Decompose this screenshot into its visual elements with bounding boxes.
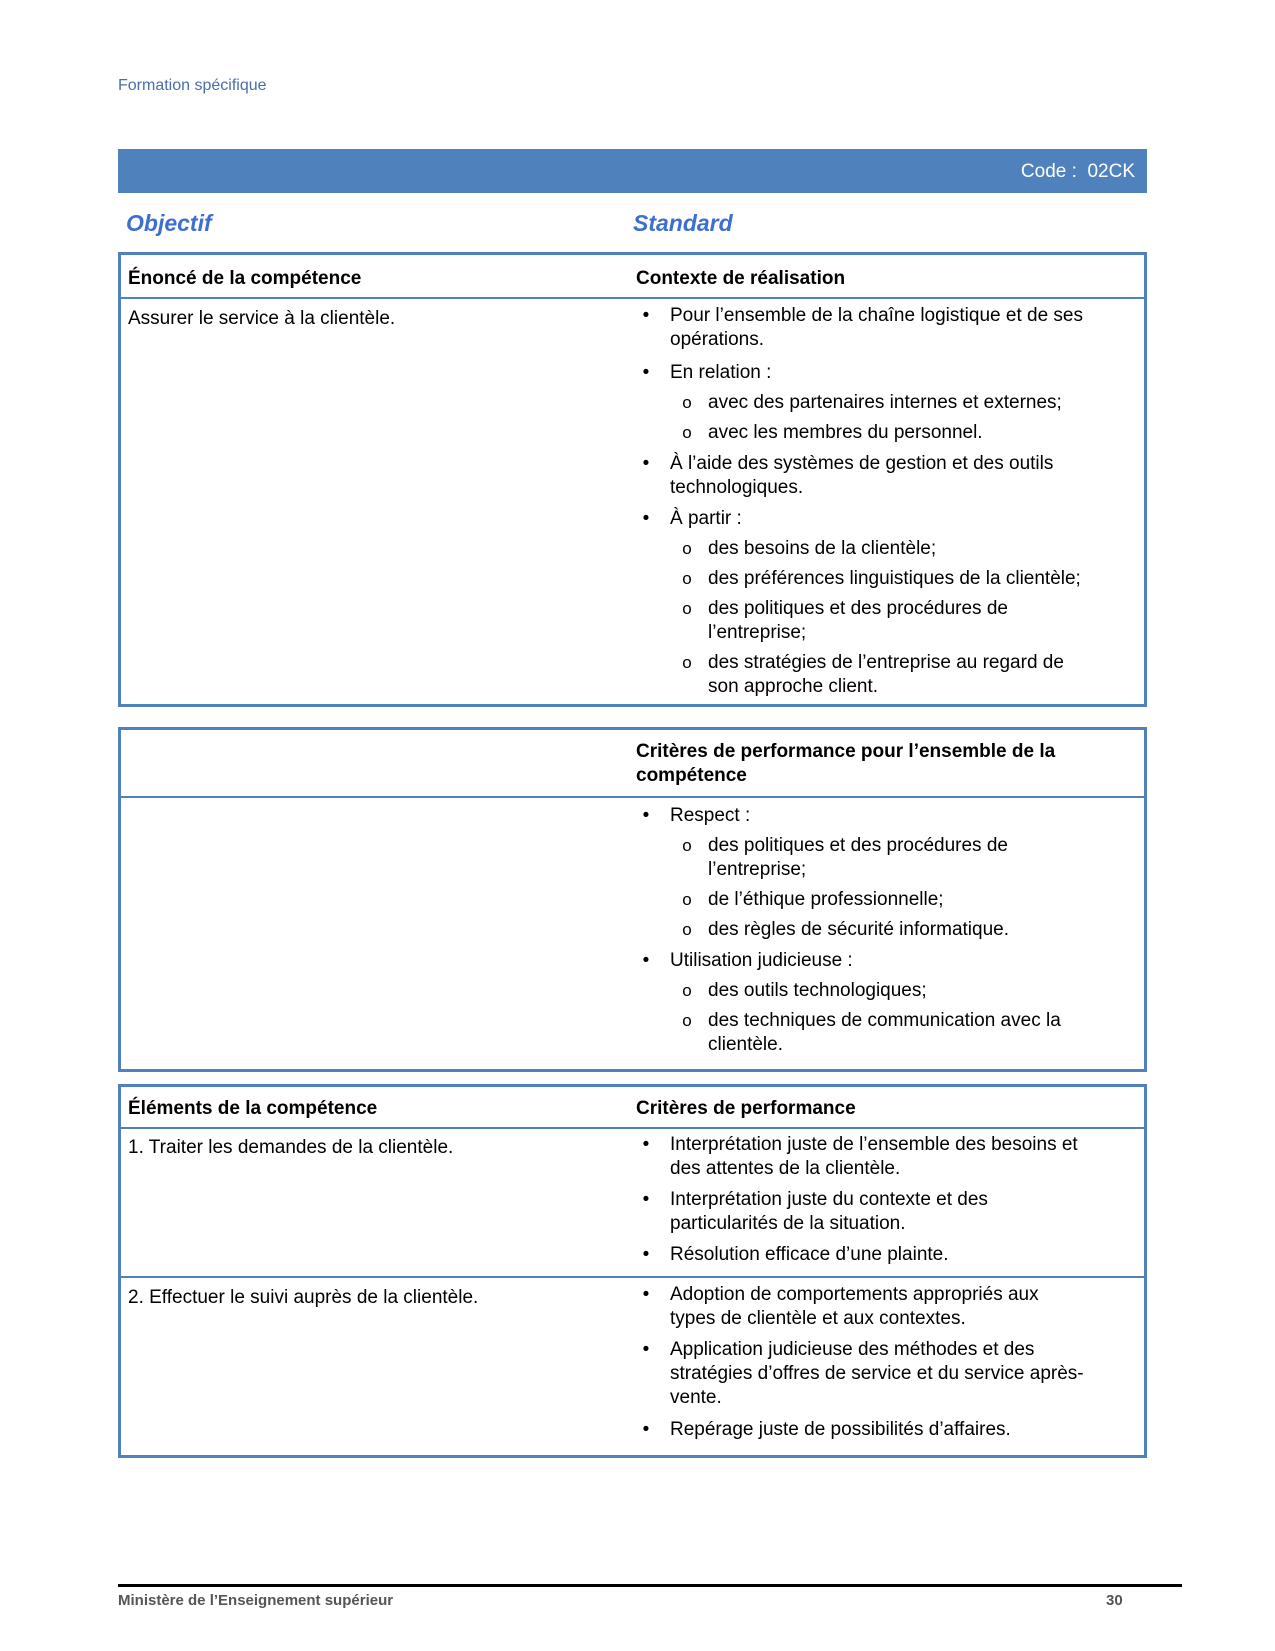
- list-item: o des besoins de la clientèle;: [680, 537, 936, 561]
- bullet-icon: •: [642, 805, 650, 826]
- table-divider: [120, 796, 1145, 798]
- bullet-icon: •: [642, 1339, 650, 1360]
- objective-heading: Objectif: [126, 210, 212, 236]
- list-item: • À l’aide des systèmes de gestion et des outils technologiques.: [636, 452, 1053, 500]
- bullet-icon: •: [642, 1284, 650, 1305]
- circle-bullet-icon: o: [682, 423, 692, 442]
- list-item: • À partir :: [636, 507, 742, 531]
- context-header: Contexte de réalisation: [636, 268, 846, 289]
- list-item: • Utilisation judicieuse :: [636, 949, 853, 973]
- page-number: 30: [1106, 1592, 1123, 1609]
- bullet-icon: •: [642, 453, 650, 474]
- table-divider: [120, 1127, 1145, 1129]
- list-item: • Application judicieuse des méthodes et des stratégies d’offres de service et du service après- vente.: [636, 1338, 1126, 1410]
- list-item: • Pour l’ensemble de la chaîne logistique et de ses opérations.: [636, 304, 1116, 352]
- element-1: 1. Traiter les demandes de la clientèle.: [128, 1137, 454, 1158]
- circle-bullet-icon: o: [682, 569, 692, 588]
- global-criteria-header: Critères de performance pour l’ensemble de la compétence: [636, 741, 1056, 786]
- circle-bullet-icon: o: [682, 599, 692, 618]
- element-2: 2. Effectuer le suivi auprès de la clientèle.: [128, 1287, 479, 1308]
- list-item: • Interprétation juste du contexte et des particularités de la situation.: [636, 1188, 988, 1236]
- list-item: • Respect :: [636, 804, 750, 828]
- list-item: • Résolution efficace d’une plainte.: [636, 1243, 949, 1267]
- table-divider: [120, 297, 1145, 299]
- circle-bullet-icon: o: [682, 890, 692, 909]
- code-value: 02CK: [1087, 161, 1135, 182]
- list-item: • Adoption de comportements appropriés aux types de clientèle et aux contextes.: [636, 1283, 1126, 1331]
- footer-rule: [118, 1584, 1182, 1587]
- code-banner: [118, 149, 1147, 193]
- performance-criteria-header: Critères de performance: [636, 1098, 856, 1119]
- list-item: • En relation :: [636, 361, 771, 385]
- table-divider: [120, 1276, 1145, 1278]
- list-item: o des politiques et des procédures de l’entreprise;: [680, 834, 1008, 882]
- elements-header: Éléments de la compétence: [128, 1098, 378, 1119]
- bullet-icon: •: [642, 1419, 650, 1440]
- list-item: o des techniques de communication avec la clientèle.: [680, 1009, 1061, 1057]
- footer-ministry: Ministère de l’Enseignement supérieur: [118, 1592, 394, 1609]
- bullet-icon: •: [642, 1134, 650, 1155]
- bullet-icon: •: [642, 508, 650, 529]
- code-label: Code : 02CK: [1020, 161, 1135, 182]
- bullet-icon: •: [642, 1244, 650, 1265]
- circle-bullet-icon: o: [682, 836, 692, 855]
- bullet-icon: •: [642, 305, 650, 326]
- list-item: o des préférences linguistiques de la clientèle;: [680, 567, 1081, 591]
- bullet-icon: •: [642, 362, 650, 383]
- circle-bullet-icon: o: [682, 981, 692, 1000]
- section-title: Formation spécifique: [118, 77, 267, 94]
- competence-statement-header: Énoncé de la compétence: [128, 268, 362, 289]
- circle-bullet-icon: o: [682, 1011, 692, 1030]
- list-item: o avec les membres du personnel.: [680, 421, 983, 445]
- bullet-icon: •: [642, 1189, 650, 1210]
- list-item: o avec des partenaires internes et externes;: [680, 391, 1062, 415]
- list-item: • Repérage juste de possibilités d’affaires.: [636, 1418, 1011, 1442]
- circle-bullet-icon: o: [682, 653, 692, 672]
- list-item: o des outils technologiques;: [680, 979, 927, 1003]
- list-item: o des stratégies de l’entreprise au regard de son approche client.: [680, 651, 1064, 699]
- standard-heading: Standard: [633, 210, 733, 236]
- circle-bullet-icon: o: [682, 920, 692, 939]
- circle-bullet-icon: o: [682, 539, 692, 558]
- list-item: o de l’éthique professionnelle;: [680, 888, 944, 912]
- list-item: o des politiques et des procédures de l’entreprise;: [680, 597, 1008, 645]
- competence-statement: Assurer le service à la clientèle.: [128, 308, 396, 329]
- circle-bullet-icon: o: [682, 393, 692, 412]
- list-item: • Interprétation juste de l’ensemble des besoins et des attentes de la clientèle.: [636, 1133, 1126, 1181]
- list-item: o des règles de sécurité informatique.: [680, 918, 1009, 942]
- bullet-icon: •: [642, 950, 650, 971]
